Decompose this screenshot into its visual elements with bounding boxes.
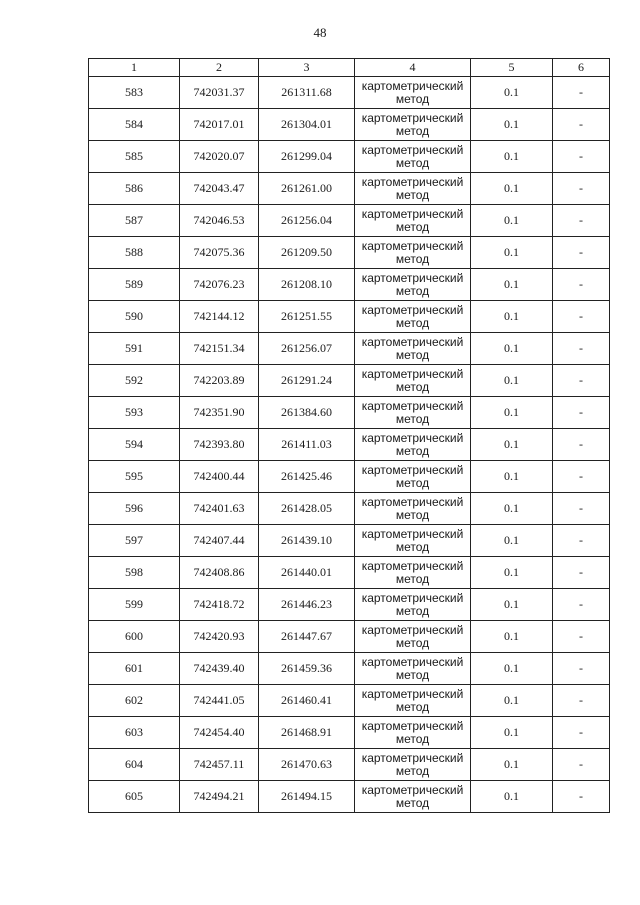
y-coordinate-cell: 261261.00 xyxy=(259,173,355,205)
y-coordinate-cell: 261425.46 xyxy=(259,461,355,493)
point-number-cell: 600 xyxy=(89,621,180,653)
method-cell xyxy=(355,173,471,205)
method-cell xyxy=(355,717,471,749)
note-cell: - xyxy=(553,781,610,813)
method-cell xyxy=(355,589,471,621)
coordinates-table xyxy=(88,58,610,813)
accuracy-cell: 0.1 xyxy=(471,749,553,781)
accuracy-cell: 0.1 xyxy=(471,173,553,205)
method-line-1: картометрический xyxy=(361,526,464,541)
method-line-2: метод xyxy=(395,379,430,394)
accuracy-cell: 0.1 xyxy=(471,589,553,621)
table-row xyxy=(89,749,610,781)
method-line-2: метод xyxy=(395,603,430,618)
accuracy-cell: 0.1 xyxy=(471,205,553,237)
x-coordinate-cell: 742401.63 xyxy=(180,493,259,525)
point-number-cell: 598 xyxy=(89,557,180,589)
method-line-2: метод xyxy=(395,539,430,554)
y-coordinate-cell: 261256.07 xyxy=(259,333,355,365)
method-line-1: картометрический xyxy=(361,654,464,669)
note-cell: - xyxy=(553,237,610,269)
table-header-row xyxy=(89,59,610,77)
table-row xyxy=(89,333,610,365)
table-row xyxy=(89,717,610,749)
x-coordinate-cell: 742046.53 xyxy=(180,205,259,237)
column-header: 3 xyxy=(259,59,355,77)
method-line-1: картометрический xyxy=(361,78,464,93)
accuracy-cell: 0.1 xyxy=(471,685,553,717)
method-cell xyxy=(355,781,471,813)
table-row xyxy=(89,269,610,301)
method-line-2: метод xyxy=(395,667,430,682)
method-line-2: метод xyxy=(395,571,430,586)
note-cell: - xyxy=(553,685,610,717)
table-row xyxy=(89,237,610,269)
method-cell xyxy=(355,461,471,493)
point-number-cell: 584 xyxy=(89,109,180,141)
accuracy-cell: 0.1 xyxy=(471,301,553,333)
point-number-cell: 602 xyxy=(89,685,180,717)
y-coordinate-cell: 261446.23 xyxy=(259,589,355,621)
method-cell xyxy=(355,749,471,781)
column-header: 6 xyxy=(553,59,610,77)
method-cell xyxy=(355,301,471,333)
table-row xyxy=(89,205,610,237)
method-line-2: метод xyxy=(395,699,430,714)
method-cell xyxy=(355,365,471,397)
x-coordinate-cell: 742031.37 xyxy=(180,77,259,109)
x-coordinate-cell: 742420.93 xyxy=(180,621,259,653)
accuracy-cell: 0.1 xyxy=(471,109,553,141)
method-line-1: картометрический xyxy=(361,558,464,573)
method-line-2: метод xyxy=(395,155,430,170)
method-line-1: картометрический xyxy=(361,718,464,733)
x-coordinate-cell: 742408.86 xyxy=(180,557,259,589)
method-line-1: картометрический xyxy=(361,238,464,253)
point-number-cell: 599 xyxy=(89,589,180,621)
method-line-1: картометрический xyxy=(361,206,464,221)
table-row xyxy=(89,621,610,653)
note-cell: - xyxy=(553,205,610,237)
accuracy-cell: 0.1 xyxy=(471,77,553,109)
note-cell: - xyxy=(553,141,610,173)
method-line-2: метод xyxy=(395,347,430,362)
accuracy-cell: 0.1 xyxy=(471,333,553,365)
method-cell xyxy=(355,141,471,173)
x-coordinate-cell: 742418.72 xyxy=(180,589,259,621)
method-line-1: картометрический xyxy=(361,462,464,477)
table-row xyxy=(89,525,610,557)
point-number-cell: 583 xyxy=(89,77,180,109)
note-cell: - xyxy=(553,173,610,205)
method-line-1: картометрический xyxy=(361,142,464,157)
table-row xyxy=(89,461,610,493)
table-row xyxy=(89,493,610,525)
point-number-cell: 597 xyxy=(89,525,180,557)
column-header: 2 xyxy=(180,59,259,77)
method-line-2: метод xyxy=(395,763,430,778)
note-cell: - xyxy=(553,301,610,333)
accuracy-cell: 0.1 xyxy=(471,269,553,301)
table-row xyxy=(89,173,610,205)
accuracy-cell: 0.1 xyxy=(471,365,553,397)
note-cell: - xyxy=(553,269,610,301)
point-number-cell: 596 xyxy=(89,493,180,525)
y-coordinate-cell: 261468.91 xyxy=(259,717,355,749)
accuracy-cell: 0.1 xyxy=(471,429,553,461)
method-cell xyxy=(355,685,471,717)
x-coordinate-cell: 742043.47 xyxy=(180,173,259,205)
y-coordinate-cell: 261494.15 xyxy=(259,781,355,813)
point-number-cell: 590 xyxy=(89,301,180,333)
table-row xyxy=(89,77,610,109)
x-coordinate-cell: 742144.12 xyxy=(180,301,259,333)
y-coordinate-cell: 261459.36 xyxy=(259,653,355,685)
point-number-cell: 588 xyxy=(89,237,180,269)
note-cell: - xyxy=(553,653,610,685)
accuracy-cell: 0.1 xyxy=(471,141,553,173)
method-line-1: картометрический xyxy=(361,270,464,285)
note-cell: - xyxy=(553,589,610,621)
method-line-2: метод xyxy=(395,219,430,234)
y-coordinate-cell: 261291.24 xyxy=(259,365,355,397)
accuracy-cell: 0.1 xyxy=(471,397,553,429)
x-coordinate-cell: 742439.40 xyxy=(180,653,259,685)
x-coordinate-cell: 742076.23 xyxy=(180,269,259,301)
point-number-cell: 594 xyxy=(89,429,180,461)
page-number: 48 xyxy=(313,25,327,40)
note-cell: - xyxy=(553,621,610,653)
accuracy-cell: 0.1 xyxy=(471,525,553,557)
method-line-2: метод xyxy=(395,475,430,490)
x-coordinate-cell: 742017.01 xyxy=(180,109,259,141)
method-line-1: картометрический xyxy=(361,334,464,349)
y-coordinate-cell: 261440.01 xyxy=(259,557,355,589)
note-cell: - xyxy=(553,365,610,397)
point-number-cell: 586 xyxy=(89,173,180,205)
x-coordinate-cell: 742351.90 xyxy=(180,397,259,429)
x-coordinate-cell: 742020.07 xyxy=(180,141,259,173)
method-line-2: метод xyxy=(395,443,430,458)
accuracy-cell: 0.1 xyxy=(471,781,553,813)
method-line-2: метод xyxy=(395,315,430,330)
method-line-1: картометрический xyxy=(361,590,464,605)
method-line-2: метод xyxy=(395,795,430,810)
method-cell xyxy=(355,109,471,141)
method-line-1: картометрический xyxy=(361,174,464,189)
method-line-2: метод xyxy=(395,123,430,138)
accuracy-cell: 0.1 xyxy=(471,461,553,493)
method-line-2: метод xyxy=(395,731,430,746)
column-header: 4 xyxy=(355,59,471,77)
method-cell xyxy=(355,205,471,237)
x-coordinate-cell: 742494.21 xyxy=(180,781,259,813)
method-line-1: картометрический xyxy=(361,110,464,125)
table-row xyxy=(89,685,610,717)
note-cell: - xyxy=(553,397,610,429)
method-line-1: картометрический xyxy=(361,366,464,381)
method-line-2: метод xyxy=(395,507,430,522)
accuracy-cell: 0.1 xyxy=(471,237,553,269)
table-body xyxy=(89,77,610,813)
table-row xyxy=(89,429,610,461)
method-line-1: картометрический xyxy=(361,430,464,445)
method-cell xyxy=(355,621,471,653)
method-cell xyxy=(355,77,471,109)
accuracy-cell: 0.1 xyxy=(471,717,553,749)
y-coordinate-cell: 261304.01 xyxy=(259,109,355,141)
point-number-cell: 604 xyxy=(89,749,180,781)
x-coordinate-cell: 742407.44 xyxy=(180,525,259,557)
method-line-1: картометрический xyxy=(361,782,464,797)
note-cell: - xyxy=(553,525,610,557)
method-line-1: картометрический xyxy=(361,686,464,701)
method-line-2: метод xyxy=(395,411,430,426)
table-row xyxy=(89,653,610,685)
point-number-cell: 601 xyxy=(89,653,180,685)
note-cell: - xyxy=(553,557,610,589)
accuracy-cell: 0.1 xyxy=(471,653,553,685)
note-cell: - xyxy=(553,493,610,525)
method-cell xyxy=(355,429,471,461)
x-coordinate-cell: 742075.36 xyxy=(180,237,259,269)
y-coordinate-cell: 261209.50 xyxy=(259,237,355,269)
method-cell xyxy=(355,237,471,269)
method-line-2: метод xyxy=(395,91,430,106)
table-row xyxy=(89,557,610,589)
table-row xyxy=(89,141,610,173)
table-row xyxy=(89,109,610,141)
point-number-cell: 593 xyxy=(89,397,180,429)
y-coordinate-cell: 261384.60 xyxy=(259,397,355,429)
x-coordinate-cell: 742400.44 xyxy=(180,461,259,493)
point-number-cell: 595 xyxy=(89,461,180,493)
point-number-cell: 605 xyxy=(89,781,180,813)
column-header: 1 xyxy=(89,59,180,77)
y-coordinate-cell: 261460.41 xyxy=(259,685,355,717)
x-coordinate-cell: 742441.05 xyxy=(180,685,259,717)
x-coordinate-cell: 742454.40 xyxy=(180,717,259,749)
method-cell xyxy=(355,653,471,685)
table-row xyxy=(89,781,610,813)
y-coordinate-cell: 261208.10 xyxy=(259,269,355,301)
method-cell xyxy=(355,525,471,557)
x-coordinate-cell: 742151.34 xyxy=(180,333,259,365)
method-cell xyxy=(355,493,471,525)
note-cell: - xyxy=(553,429,610,461)
method-line-1: картометрический xyxy=(361,398,464,413)
method-cell xyxy=(355,397,471,429)
y-coordinate-cell: 261447.67 xyxy=(259,621,355,653)
x-coordinate-cell: 742203.89 xyxy=(180,365,259,397)
method-cell xyxy=(355,333,471,365)
point-number-cell: 589 xyxy=(89,269,180,301)
accuracy-cell: 0.1 xyxy=(471,557,553,589)
note-cell: - xyxy=(553,717,610,749)
method-line-1: картометрический xyxy=(361,622,464,637)
y-coordinate-cell: 261256.04 xyxy=(259,205,355,237)
column-header: 5 xyxy=(471,59,553,77)
point-number-cell: 585 xyxy=(89,141,180,173)
note-cell: - xyxy=(553,77,610,109)
point-number-cell: 591 xyxy=(89,333,180,365)
y-coordinate-cell: 261439.10 xyxy=(259,525,355,557)
x-coordinate-cell: 742393.80 xyxy=(180,429,259,461)
method-line-2: метод xyxy=(395,635,430,650)
method-line-1: картометрический xyxy=(361,302,464,317)
method-cell xyxy=(355,269,471,301)
table-row xyxy=(89,365,610,397)
method-cell xyxy=(355,557,471,589)
point-number-cell: 587 xyxy=(89,205,180,237)
table-row xyxy=(89,397,610,429)
point-number-cell: 603 xyxy=(89,717,180,749)
note-cell: - xyxy=(553,461,610,493)
method-line-2: метод xyxy=(395,283,430,298)
y-coordinate-cell: 261311.68 xyxy=(259,77,355,109)
method-line-2: метод xyxy=(395,187,430,202)
note-cell: - xyxy=(553,749,610,781)
y-coordinate-cell: 261251.55 xyxy=(259,301,355,333)
method-line-2: метод xyxy=(395,251,430,266)
y-coordinate-cell: 261470.63 xyxy=(259,749,355,781)
point-number-cell: 592 xyxy=(89,365,180,397)
y-coordinate-cell: 261299.04 xyxy=(259,141,355,173)
method-line-1: картометрический xyxy=(361,750,464,765)
accuracy-cell: 0.1 xyxy=(471,621,553,653)
table-row xyxy=(89,301,610,333)
method-line-1: картометрический xyxy=(361,494,464,509)
note-cell: - xyxy=(553,109,610,141)
accuracy-cell: 0.1 xyxy=(471,493,553,525)
y-coordinate-cell: 261428.05 xyxy=(259,493,355,525)
x-coordinate-cell: 742457.11 xyxy=(180,749,259,781)
note-cell: - xyxy=(553,333,610,365)
y-coordinate-cell: 261411.03 xyxy=(259,429,355,461)
table-row xyxy=(89,589,610,621)
